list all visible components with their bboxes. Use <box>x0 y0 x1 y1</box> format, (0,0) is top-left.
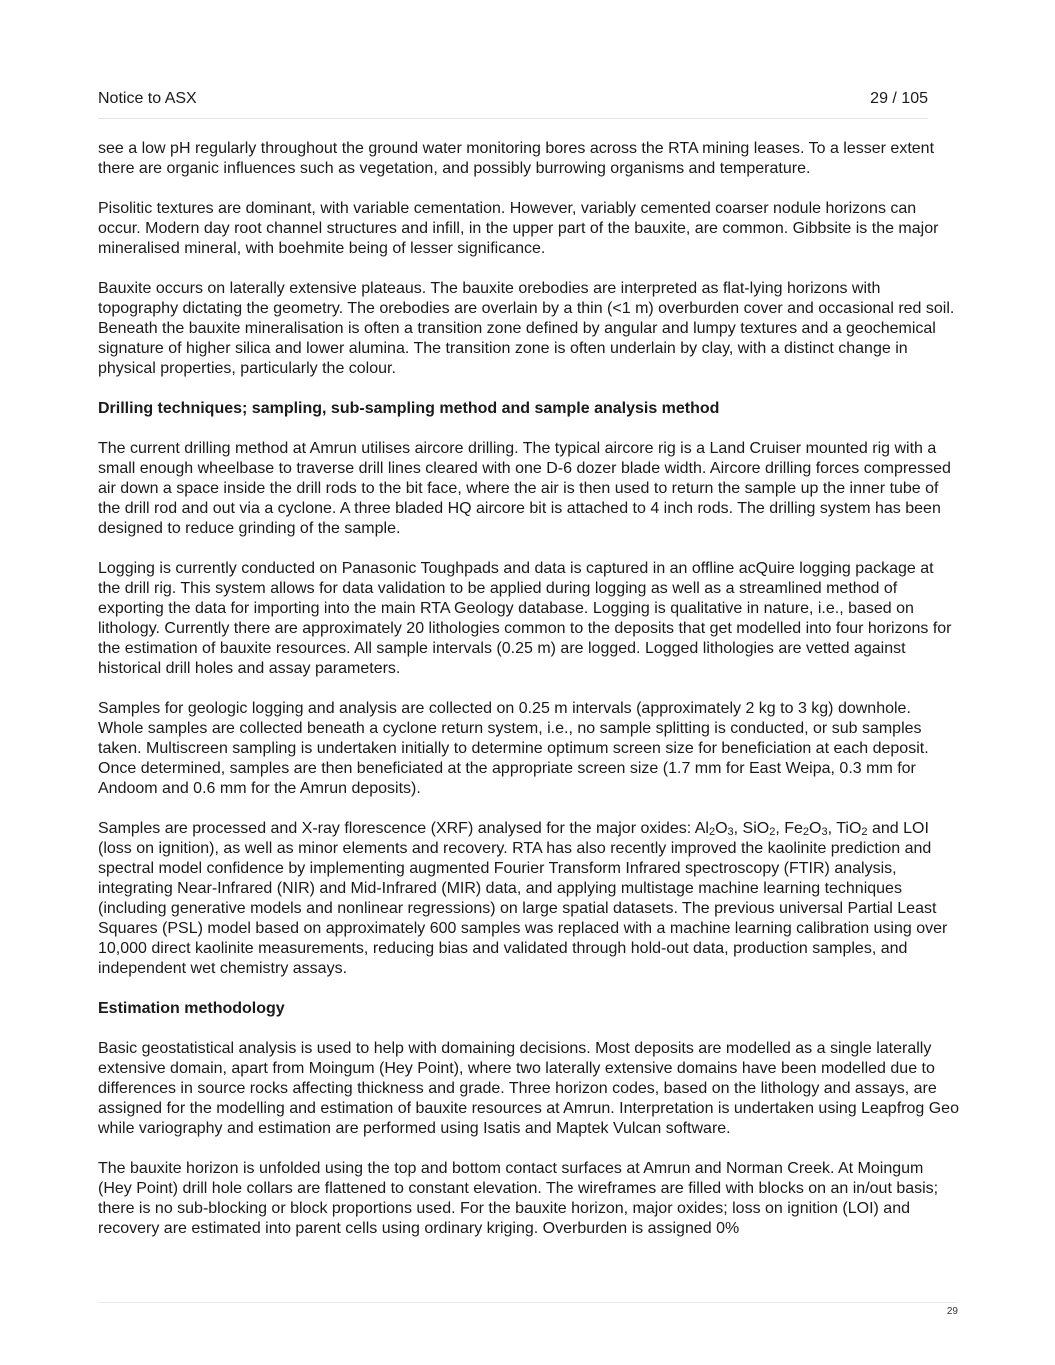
paragraph-xrf-analysis: Samples are processed and X-ray florescence (XRF) analysed for the major oxides: $Al_2O_3$, SiO$_2$, $Fe_2O_3$, TiO$_2$ and LOI (loss on ignition), as well as minor elements and recovery. RTA has also recently improved the kaolinite prediction and spectral model confidence by implementing augmented Fourier Transform Infrared spectroscopy (FTIR) analysis, integrating Near-Infrared (NIR) and Mid-Infrared (MIR) data, and applying multistage machine learning techniques (including generative models and nonlinear regressions) on large spatial datasets. The previous universal Partial Least Squares (PSL) model based on approximately 600 samples was replaced with a machine learning calibration using over 10,000 direct kaolinite measurements, reducing bias and validated through hold-out data, production samples, and independent wet chemistry assays. <box>98 820 948 977</box>
paragraph-sampling: Samples for geologic logging and analysis are collected on 0.25 m intervals (approximately 2 kg to 3 kg) downhole. Whole samples are collected beneath a cyclone return system, i.e., no sample splitting is conducted, or sub samples taken. Multiscreen sampling is undertaken initially to determine optimum screen size for beneficiation at each deposit. Once determined, samples are then beneficiated at the appropriate screen size (1.7 mm for East Weipa, 0.3 mm for Andoom and 0.6 mm for the Amrun deposits). <box>98 700 929 797</box>
paragraph-geostatistics: Basic geostatistical analysis is used to help with domaining decisions. Most deposits are modelled as a single laterally extensive domain, apart from Moingum (Hey Point), where two laterally extensive domains have been modelled due to differences in source rocks affecting thickness and grade. Three horizon codes, based on the lithology and assays, are assigned for the modelling and estimation of bauxite resources at Amrun. Interpretation is undertaken using Leapfrog Geo while variography and estimation are performed using Isatis and Maptek Vulcan software. <box>98 1040 959 1137</box>
paragraph-drilling-method: The current drilling method at Amrun utilises aircore drilling. The typical aircore rig is a Land Cruiser mounted rig with a small enough wheelbase to traverse drill lines cleared with one D-6 dozer blade width. Aircore drilling forces compressed air down a space inside the drill rods to the bit face, where the air is then used to return the sample up the inner tube of the drill rod and out via a cyclone. A three bladed HQ aircore bit is attached to 4 inch rods. The drilling system has been designed to reduce grinding of the sample. <box>98 440 951 537</box>
paragraph-logging: Logging is currently conducted on Panasonic Toughpads and data is captured in an offline acQuire logging package at the drill rig. This system allows for data validation to be applied during logging as well as a streamlined method of exporting the data for importing into the main RTA Geology database. Logging is qualitative in nature, i.e., based on lithology. Currently there are approximately 20 lithologies common to the deposits that get modelled into four horizons for the estimation of bauxite resources. All sample intervals (0.25 m) are logged. Logged lithologies are vetted against historical drill holes and assay parameters. <box>98 560 952 677</box>
paragraph-bauxite-plateaus: Bauxite occurs on laterally extensive plateaus. The bauxite orebodies are interpreted as flat-lying horizons with topography dictating the geometry. The orebodies are overlain by a thin (<1 m) overburden cover and occasional red soil. Beneath the bauxite mineralisation is often a transition zone defined by angular and lumpy textures and a geochemical signature of higher silica and lower alumina. The transition zone is often underlain by clay, with a distinct change in physical properties, particularly the colour. <box>98 280 955 377</box>
oxide-alumina: $Al_2O_3$ <box>694 820 734 838</box>
document-body <box>98 139 960 1259</box>
oxide-titania: TiO$_2$ <box>836 820 868 838</box>
footer-page-number: 29 <box>946 1306 958 1317</box>
paragraph-ph-influences: see a low pH regularly throughout the ground water monitoring bores across the RTA mining leases. To a lesser extent there are organic influences such as vegetation, and possibly burrowing organisms and temperature. <box>98 140 935 177</box>
xrf-rest-text: and LOI (loss on ignition), as well as minor elements and recovery. RTA has also recently improved the kaolinite prediction and spectral model confidence by implementing augmented Fourier Transform Infrared spectroscopy (FTIR) analysis, integrating Near-Infrared (NIR) and Mid-Infrared (MIR) data, and applying multistage machine learning techniques (including generative models and nonlinear regressions) on large spatial datasets. The previous universal Partial Least Squares (PSL) model based on approximately 600 samples was replaced with a machine learning calibration using over 10,000 direct kaolinite measurements, reducing bias and validated through hold-out data, production samples, and independent wet chemistry assays. <box>98 820 948 977</box>
xrf-intro-text: Samples are processed and X-ray florescence (XRF) analysed for the major oxides: <box>98 820 695 837</box>
page-header <box>98 90 928 112</box>
section-heading-estimation: Estimation methodology <box>98 1000 285 1017</box>
oxide-silica: SiO$_2$ <box>742 820 776 838</box>
header-divider <box>98 118 928 119</box>
section-heading-drilling: Drilling techniques; sampling, sub-sampling method and sample analysis method <box>98 400 720 417</box>
page-indicator: 29 / 105 <box>870 90 928 107</box>
oxide-iron: $Fe_2O_3$ <box>784 820 828 838</box>
paragraph-pisolitic-textures: Pisolitic textures are dominant, with variable cementation. However, variably cemented coarser nodule horizons can occur. Modern day root channel structures and infill, in the upper part of the bauxite, are common. Gibbsite is the major mineralised mineral, with boehmite being of lesser significance. <box>98 200 939 257</box>
footer-divider <box>98 1302 958 1303</box>
paragraph-bauxite-horizon: The bauxite horizon is unfolded using the top and bottom contact surfaces at Amrun and Norman Creek. At Moingum (Hey Point) drill hole collars are flattened to constant elevation. The wireframes are filled with blocks on an in/out basis; there is no sub-blocking or block proportions used. For the bauxite horizon, major oxides; loss on ignition (LOI) and recovery are estimated into parent cells using ordinary kriging. Overburden is assigned 0% <box>98 1160 939 1237</box>
document-title: Notice to ASX <box>98 90 197 107</box>
